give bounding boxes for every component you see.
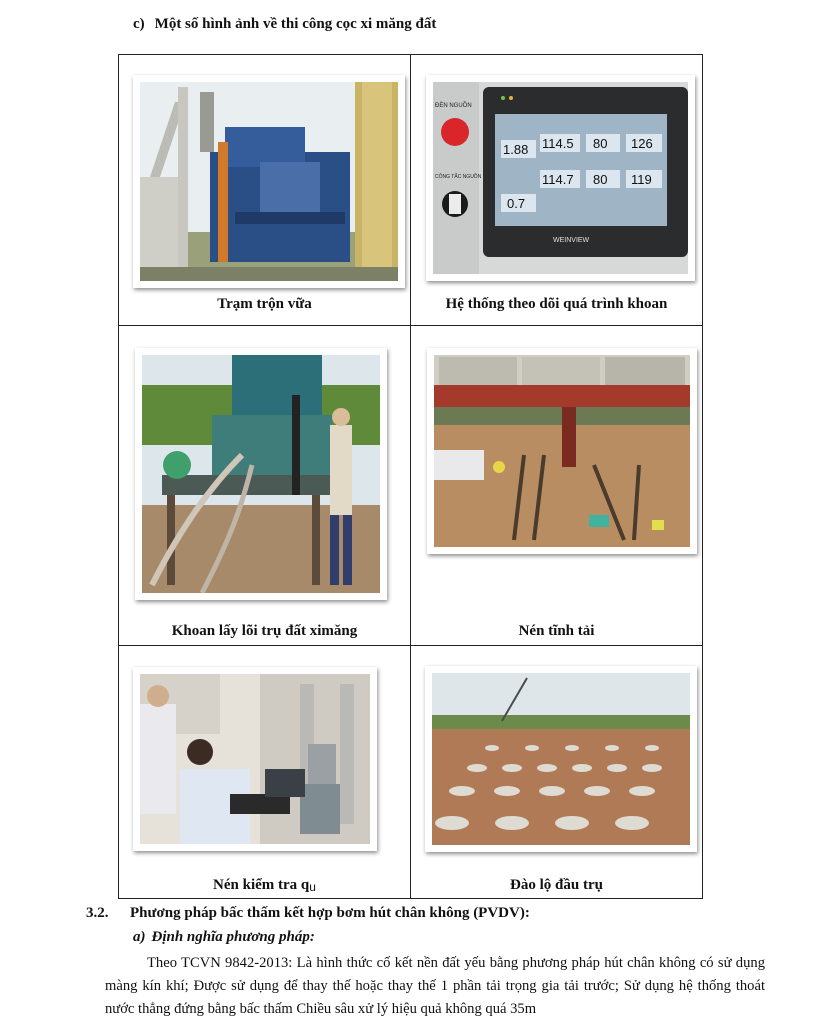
panel-value-8: 0.7 xyxy=(507,196,526,211)
definition-paragraph: Theo TCVN 9842-2013: Là hình thức cố kết nền đất yếu bằng phương pháp hút chân không có sử dụng màng kín khí; Được sử dụng để thay thế hoặc thay thế 1 phần tải trọng gia tải trước; Sử dụng hệ thống thoát nước thẳng đứng bằng bấc thấm Chiều sâu xử lý hiệu quả không quá 35m xyxy=(105,955,765,1017)
cell-column-head xyxy=(411,646,703,899)
caption-mixing-station: Trạm trộn vữa xyxy=(217,296,312,312)
section-32-heading xyxy=(86,905,530,922)
panel-value-5: 114.7 xyxy=(542,172,574,187)
photo-column-head xyxy=(425,666,697,852)
subsection-a-heading xyxy=(133,929,315,946)
section-32-number: 3.2. xyxy=(86,905,109,921)
caption-column-head: Đào lộ đầu trụ xyxy=(510,877,603,893)
caption-qu-test: Nén kiểm tra $q_u$ xyxy=(213,877,316,894)
photo-qu-test xyxy=(133,667,377,851)
caption-static-load: Nén tĩnh tải xyxy=(518,623,595,639)
panel-value-2: 114.5 xyxy=(542,136,574,151)
cell-mixing-station xyxy=(119,55,411,326)
cell-drilling-monitor xyxy=(411,55,703,326)
cell-qu-test xyxy=(119,646,411,899)
subsection-a-label: a) xyxy=(133,929,146,945)
subsection-a-title: Định nghĩa phương pháp: xyxy=(151,929,315,945)
panel-value-4: 126 xyxy=(631,136,653,151)
photo-mixing-station xyxy=(133,75,405,288)
section-c-heading xyxy=(133,16,436,33)
section-32-title: Phương pháp bấc thấm kết hợp bơm hút chân không (PVDV): xyxy=(130,905,530,921)
cell-core-drilling xyxy=(119,326,411,646)
photo-static-load xyxy=(427,348,697,554)
photo-drilling-monitor xyxy=(426,75,695,281)
section-c-title: Một số hình ảnh về thi công cọc xi măng đất xyxy=(154,16,437,32)
panel-value-1: 1.88 xyxy=(503,142,529,157)
panel-brand: WEINVIEW xyxy=(553,237,590,244)
caption-qu-sub: u xyxy=(309,880,316,894)
photo-core-drilling xyxy=(135,348,387,600)
photo-table xyxy=(118,54,703,899)
caption-core-drilling: Khoan lấy lõi trụ đất ximăng xyxy=(171,623,358,639)
panel-value-6: 80 xyxy=(593,172,608,187)
panel-label-switch: CÔNG TẮC NGUỒN xyxy=(435,174,482,180)
cell-static-load xyxy=(411,326,703,646)
section-c-label: c) xyxy=(133,16,145,32)
caption-drilling-monitor: Hệ thống theo dõi quá trình khoan xyxy=(445,296,668,312)
panel-label-power: ĐÈN NGUỒN xyxy=(435,103,472,109)
panel-value-3: 80 xyxy=(593,136,608,151)
panel-value-7: 119 xyxy=(631,172,652,187)
